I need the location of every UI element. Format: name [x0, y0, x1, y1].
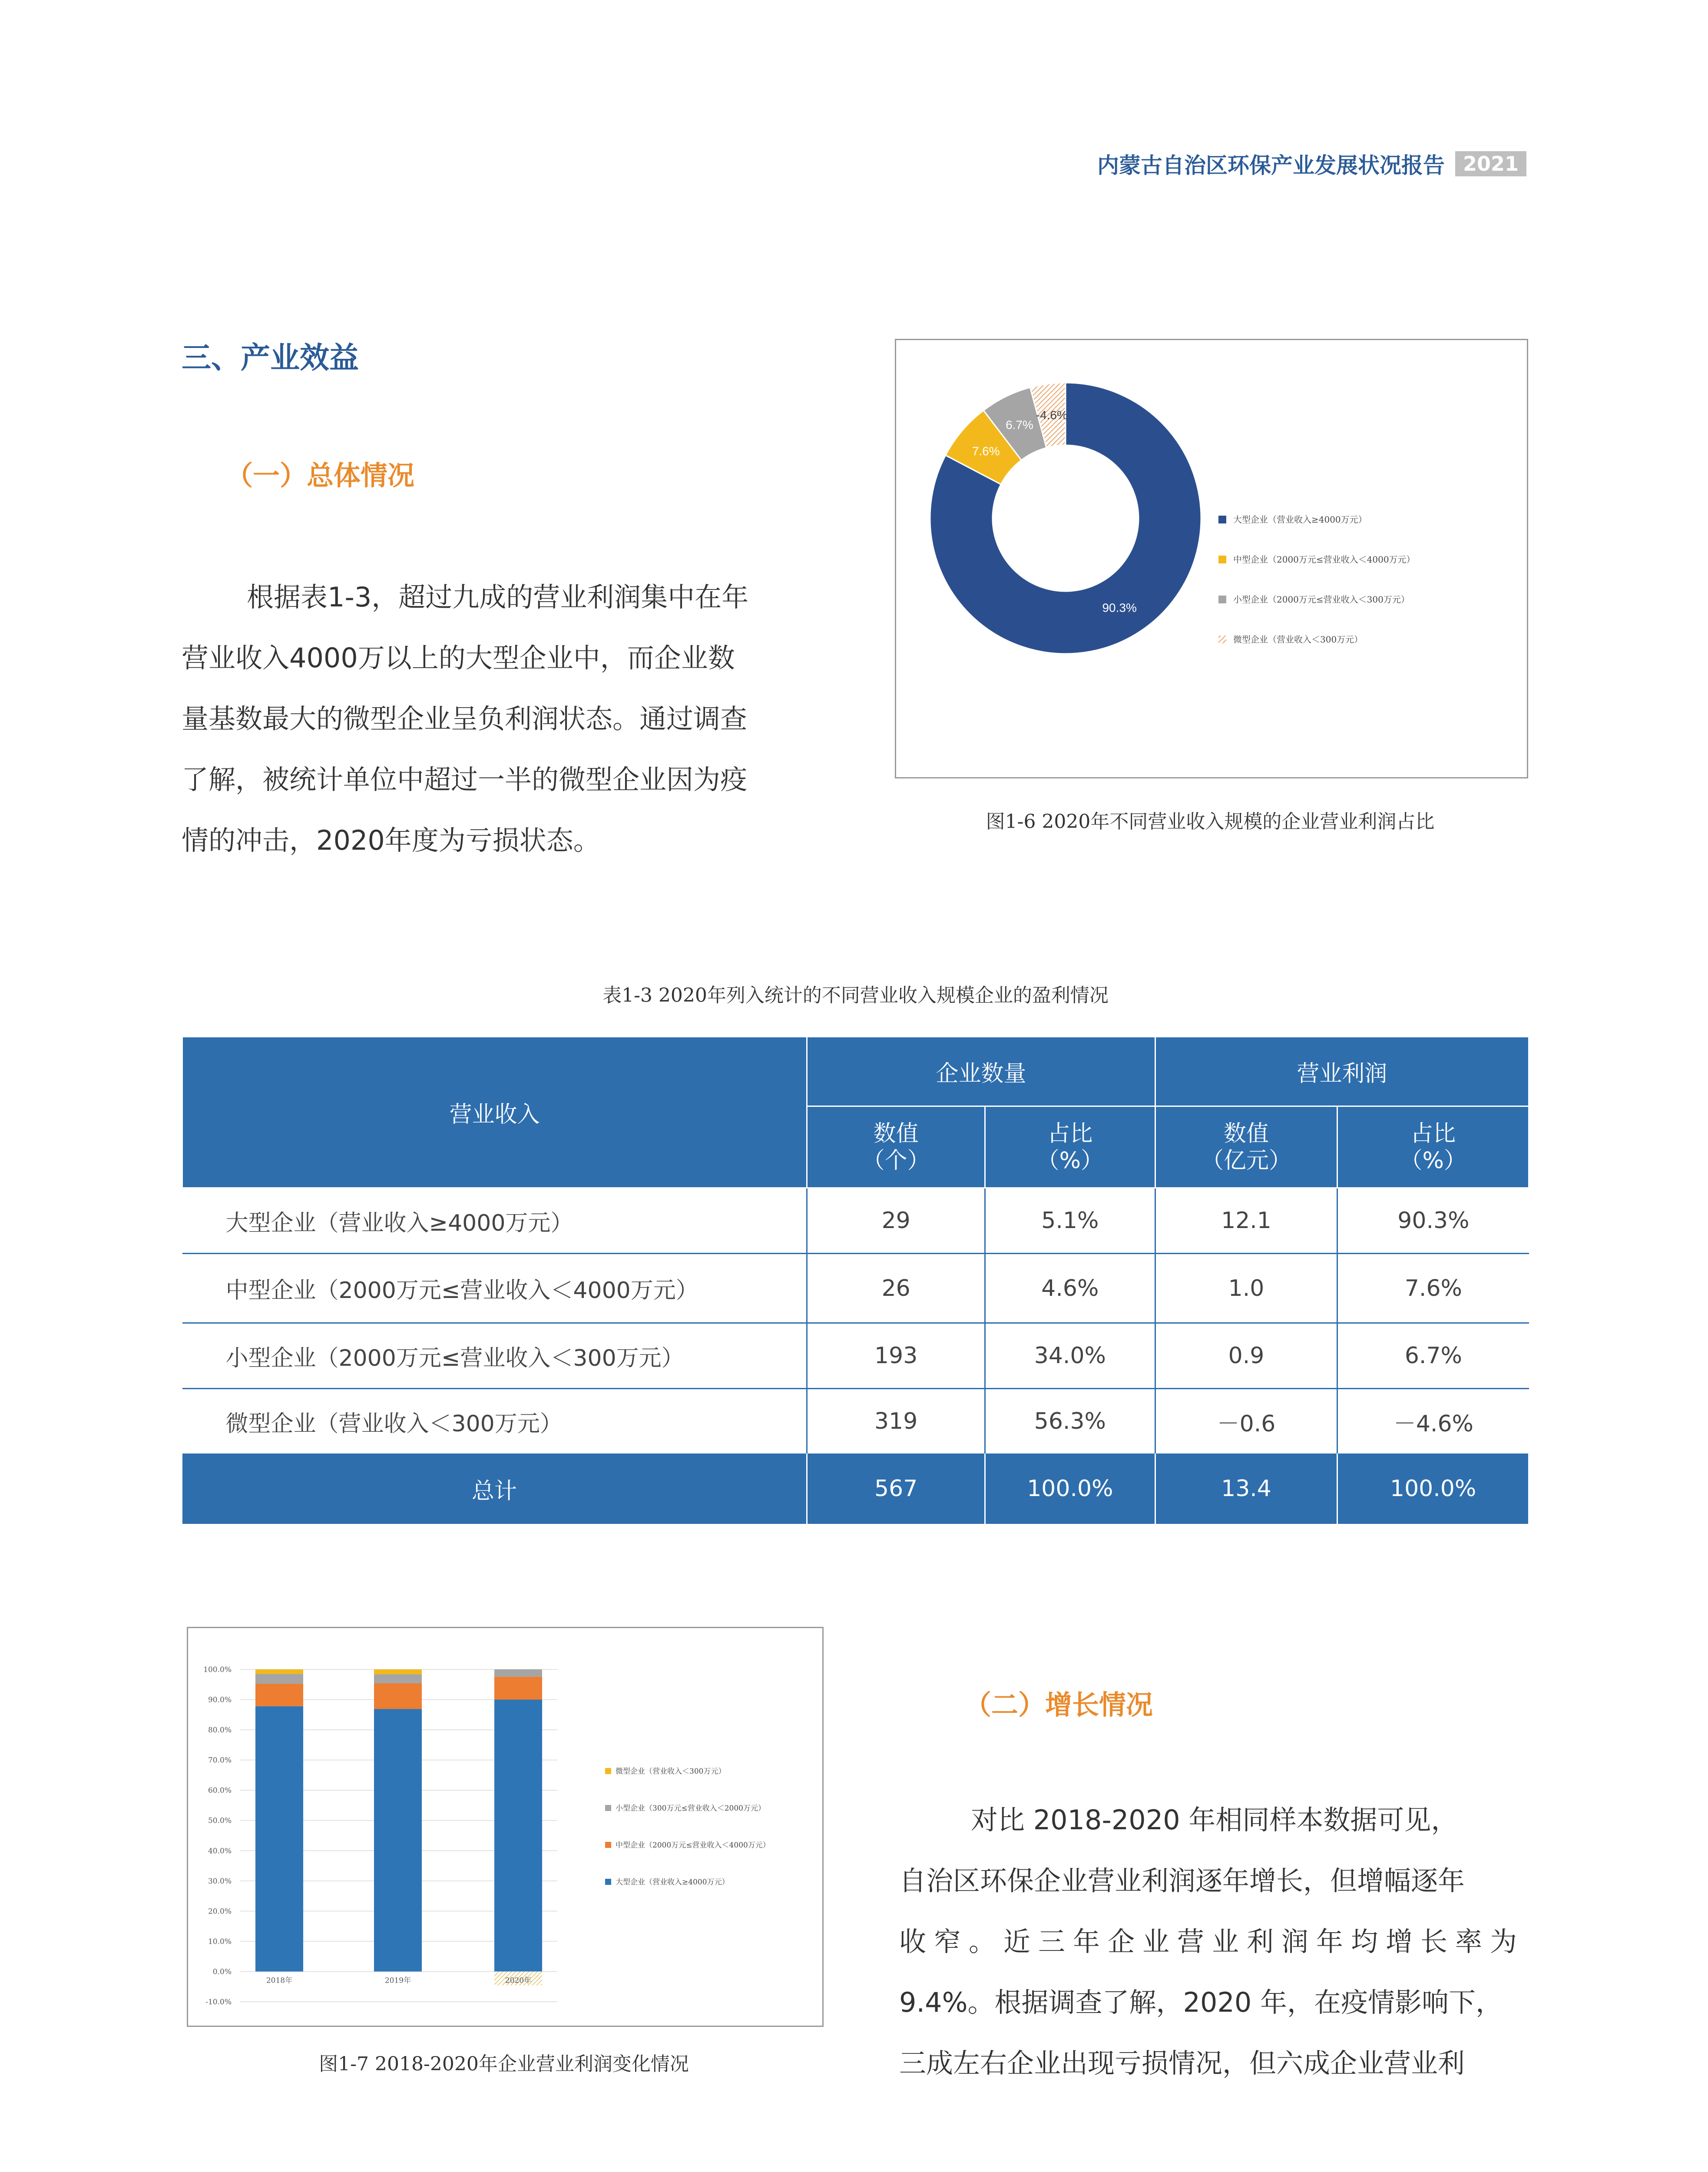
stacked-bar-chart — [188, 1628, 822, 2026]
legend-label: 中型企业（2000万元≤营业收入＜4000万元） — [1233, 554, 1415, 565]
y-tick-label: 20.0% — [208, 1907, 232, 1916]
y-tick-label: 0.0% — [212, 1967, 232, 1977]
table-row — [182, 1323, 1529, 1389]
table-row — [182, 1389, 1529, 1454]
bar-segment — [494, 1669, 542, 1677]
legend-swatch — [1218, 516, 1226, 523]
legend-item — [1218, 554, 1415, 565]
row-label: 大型企业（营业收入≥4000万元） — [182, 1188, 807, 1254]
subsection-title-growth: （二）增长情况 — [964, 1689, 1153, 1721]
cell-count-share: 4.6% — [985, 1254, 1155, 1323]
bar-segment — [494, 1700, 542, 1972]
legend-item — [605, 1878, 729, 1887]
paragraph-line: 自治区环保企业营业利润逐年增长，但增幅逐年 — [899, 1865, 1465, 1897]
header-profit-share: 占比 （%） — [1337, 1106, 1529, 1188]
header-operating-profit: 营业利润 — [1155, 1037, 1529, 1106]
legend-label: 微型企业（营业收入＜300万元） — [1233, 634, 1363, 645]
paragraph-line: 对比 2018-2020 年相同样本数据可见， — [971, 1804, 1458, 1836]
paragraph-line: 根据表1-3，超过九成的营业利润集中在年 — [247, 581, 749, 613]
legend-label: 大型企业（营业收入≥4000万元） — [1233, 514, 1367, 525]
donut-chart-figure — [895, 339, 1528, 778]
y-tick-label: -10.0% — [205, 1998, 232, 2006]
cell-profit: 12.1 — [1155, 1188, 1337, 1254]
cell-count-share: 56.3% — [985, 1389, 1155, 1454]
legend-label: 中型企业（2000万元≤营业收入＜4000万元） — [616, 1841, 770, 1850]
y-tick-label: 80.0% — [208, 1726, 232, 1735]
paragraph-line: 三成左右企业出现亏损情况，但六成企业营业利 — [899, 2047, 1465, 2079]
figure-caption-profit-share: 图1-6 2020年不同营业收入规模的企业营业利润占比 — [986, 811, 1435, 833]
bar-segment — [374, 1674, 422, 1683]
y-tick-label: 70.0% — [208, 1756, 232, 1765]
table-total-row — [182, 1454, 1529, 1524]
row-label: 中型企业（2000万元≤营业收入＜4000万元） — [182, 1254, 807, 1323]
subsection-title-overview: （一）总体情况 — [226, 460, 415, 491]
cell-profit-share: 90.3% — [1337, 1188, 1529, 1254]
row-label: 微型企业（营业收入＜300万元） — [182, 1389, 807, 1454]
legend-label: 大型企业（营业收入≥4000万元） — [616, 1878, 729, 1887]
total-label: 总计 — [182, 1454, 807, 1524]
header-revenue: 营业收入 — [182, 1037, 807, 1188]
total-profit-share: 100.0% — [1337, 1454, 1529, 1524]
x-category-label: 2018年 — [266, 1976, 293, 1985]
cell-count: 26 — [807, 1254, 985, 1323]
cell-count: 29 — [807, 1188, 985, 1254]
legend-item — [605, 1804, 765, 1813]
profit-table — [182, 1036, 1529, 1524]
paragraph-growth — [899, 1790, 1529, 2094]
legend-item — [1218, 634, 1363, 645]
paragraph-line: 量基数最大的微型企业呈负利润状态。通过调查 — [182, 703, 748, 735]
report-year: 2021 — [1455, 151, 1526, 176]
cell-profit: 0.9 — [1155, 1323, 1337, 1389]
y-tick-label: 10.0% — [208, 1937, 232, 1946]
bar-segment — [374, 1669, 422, 1674]
table-caption: 表1-3 2020年列入统计的不同营业收入规模企业的盈利情况 — [602, 984, 1109, 1007]
cell-count-share: 34.0% — [985, 1323, 1155, 1389]
cell-profit: －0.6 — [1155, 1389, 1337, 1454]
legend-swatch — [1218, 596, 1226, 603]
figure-caption-profit-trend: 图1-7 2018-2020年企业营业利润变化情况 — [319, 2053, 689, 2075]
paragraph-line: 情的冲击，2020年度为亏损状态。 — [182, 824, 600, 856]
cell-profit-share: －4.6% — [1393, 1410, 1473, 1437]
row-label: 小型企业（2000万元≤营业收入＜300万元） — [182, 1323, 807, 1389]
paragraph-line: 收窄。近三年企业营业利润年均增长率为 — [899, 1926, 1525, 1957]
total-profit: 13.4 — [1155, 1454, 1337, 1524]
header-count-value: 数值 （个） — [807, 1106, 985, 1188]
cell-count-share: 5.1% — [985, 1188, 1155, 1254]
slice-label: -4.6% — [1036, 408, 1068, 422]
table-row — [182, 1254, 1529, 1323]
legend-swatch — [605, 1805, 611, 1811]
legend-swatch — [605, 1768, 611, 1774]
bar-segment — [374, 1683, 422, 1709]
legend-item — [605, 1841, 770, 1850]
total-count-share: 100.0% — [985, 1454, 1155, 1524]
x-category-label: 2019年 — [384, 1976, 411, 1985]
legend-label: 小型企业（300万元≤营业收入＜2000万元） — [616, 1804, 765, 1813]
cell-profit-share: 6.7% — [1337, 1323, 1529, 1389]
report-title: 内蒙古自治区环保产业发展状况报告 — [1097, 153, 1445, 178]
slice-label: 7.6% — [972, 444, 1000, 458]
cell-profit-share: 7.6% — [1337, 1254, 1529, 1323]
x-category-label: 2020年 — [505, 1976, 532, 1985]
bar-segment — [494, 1677, 542, 1700]
slice-label: 90.3% — [1102, 601, 1137, 615]
bar-segment — [255, 1674, 303, 1683]
legend-swatch — [605, 1842, 611, 1848]
legend-label: 小型企业（2000万元≤营业收入＜300万元） — [1233, 594, 1410, 605]
legend-swatch — [1218, 636, 1226, 643]
y-tick-label: 90.0% — [208, 1695, 232, 1705]
bar-segment — [255, 1669, 303, 1674]
legend-item — [1218, 514, 1367, 525]
bar-segment — [255, 1684, 303, 1706]
y-tick-label: 100.0% — [203, 1665, 232, 1674]
legend-swatch — [605, 1879, 611, 1885]
header-profit-value: 数值 （亿元） — [1155, 1106, 1337, 1188]
table-row — [182, 1188, 1529, 1254]
paragraph-overview — [182, 567, 816, 871]
total-count: 567 — [807, 1454, 985, 1524]
y-tick-label: 50.0% — [208, 1816, 232, 1825]
paragraph-line: 营业收入4000万以上的大型企业中，而企业数 — [182, 642, 735, 674]
stacked-bar-chart-figure — [187, 1627, 824, 2027]
legend-item — [1218, 594, 1410, 605]
running-header — [1097, 149, 1526, 179]
paragraph-line: 9.4%。根据调查了解，2020 年，在疫情影响下， — [899, 1987, 1503, 2018]
y-tick-label: 40.0% — [208, 1847, 232, 1856]
y-tick-label: 30.0% — [208, 1877, 232, 1886]
cell-profit: 1.0 — [1155, 1254, 1337, 1323]
donut-chart — [896, 340, 1527, 777]
bar-segment — [374, 1709, 422, 1971]
legend-item — [605, 1767, 725, 1776]
cell-count: 193 — [807, 1323, 985, 1389]
y-tick-label: 60.0% — [208, 1786, 232, 1795]
legend-swatch — [1218, 556, 1226, 563]
cell-count: 319 — [807, 1389, 985, 1454]
legend-label: 微型企业（营业收入＜300万元） — [616, 1767, 726, 1776]
header-company-count: 企业数量 — [807, 1037, 1155, 1106]
section-title: 三、产业效益 — [182, 341, 359, 375]
header-count-share: 占比 （%） — [985, 1106, 1155, 1188]
bar-segment — [255, 1706, 303, 1972]
paragraph-line: 了解，被统计单位中超过一半的微型企业因为疫 — [182, 764, 748, 795]
slice-label: 6.7% — [1006, 418, 1033, 432]
